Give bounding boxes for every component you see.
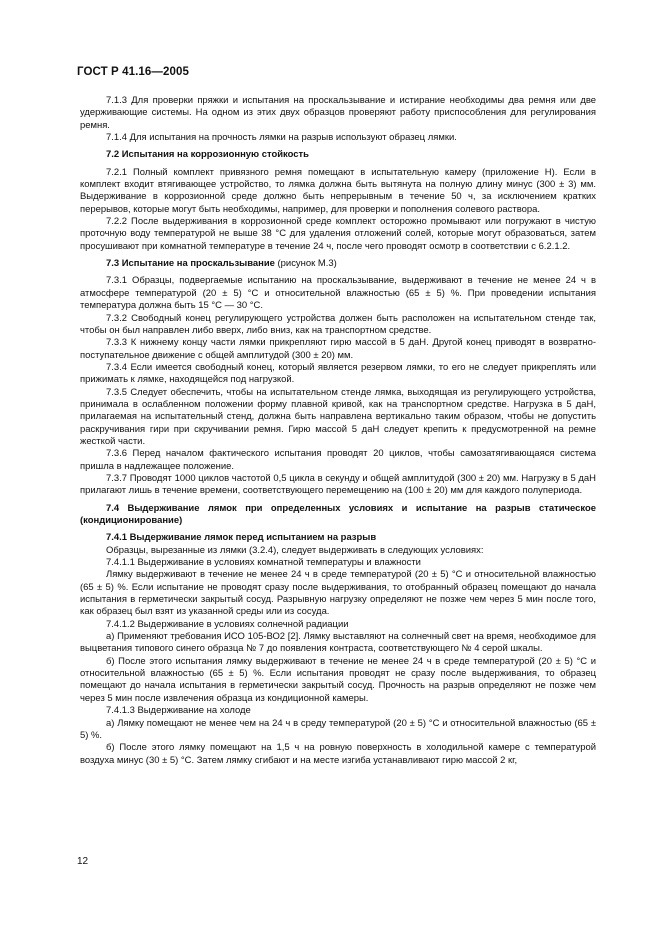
paragraph: 7.2.2 После выдерживания в коррозионной среде комплект осторожно промывают или погружают в чистую проточную воду температурой не выше 38 °С для удаления отложений солей, которые могут образоваться, затем просушивают при комнатной температуре в течение 24 ч, после чего проводят осмотр в соответствии с 6.2.1.2. bbox=[80, 216, 596, 252]
paragraph: 7.3.4 Если имеется свободный конец, который является резервом лямки, то его не следует прикреплять или прижимать к лямке, находящейся под нагрузкой. bbox=[80, 361, 596, 386]
paragraph: Лямку выдерживают в течение не менее 24 ч в среде температурой (20 ± 5) °С и относительной влажностью (65 ± 5) %. Если испытание не проводят сразу после выдерживания, то отобранный образец помещают до начала испытания в герметически закрытый сосуд. Разрывную нагрузку определяют не позже чем через 5 мин после того, как образец был взят из указанной среды или из сосуда. bbox=[80, 569, 596, 618]
list-item: а) Лямку помещают не менее чем на 24 ч в среду температурой (20 ± 5) °С и относительной влажностью (65 ± 5) %. bbox=[80, 717, 596, 741]
section-heading: 7.3 Испытание на проскальзывание bbox=[106, 258, 275, 270]
paragraph: 7.3.2 Свободный конец регулирующего устройства должен быть расположен на испытательном стенде так, чтобы он был направлен либо вверх, либо вниз, как на транспортном средстве. bbox=[80, 312, 596, 336]
page-header: ГОСТ Р 41.16—2005 bbox=[77, 66, 189, 78]
list-item: а) Применяют требования ИСО 105-ВО2 [2]. Лямку выставляют на солнечный свет на время, необходимое для выцветания типового синего образца № 7 до появления контраста, соответствующего № 4 серой шкалы. bbox=[80, 631, 596, 655]
paragraph: 7.3.3 К нижнему концу части лямки прикрепляют гирю массой в 5 даН. Другой конец приводят в возвратно-поступательное движение с общей амплитудой (300 ± 20) мм. bbox=[80, 337, 596, 361]
paragraph: Образцы, вырезанные из лямки (3.2.4), следует выдерживать в следующих условиях: bbox=[106, 544, 484, 556]
section-heading: 7.2 Испытания на коррозионную стойкость bbox=[106, 149, 309, 161]
figure-reference: (рисунок М.3) bbox=[277, 258, 337, 270]
paragraph: 7.1.3 Для проверки пряжки и испытания на проскальзывание и истирание необходимы два ремня или две удерживающие системы. На одном из этих двух образцов проверяют работу приспособления для регулирования ремня. bbox=[80, 95, 596, 131]
paragraph: 7.2.1 Полный комплект привязного ремня помещают в испытательную камеру (приложение Н). Если в комплект входит втягивающее устройство, то лямка должна быть вытянута на полную длину минус (300 ± 3) мм. Выдерживание в коррозионной среде должно быть непрерывным в течение 50 ч, за исключением кратких перерывов, которые могут быть необходимы, например, для проверки и пополнения солевого раствора. bbox=[80, 166, 596, 215]
clause-heading: 7.4.1.2 Выдерживание в условиях солнечной радиации bbox=[106, 618, 349, 630]
clause-heading: 7.4.1.3 Выдерживание на холоде bbox=[106, 705, 251, 717]
page-number: 12 bbox=[77, 856, 89, 867]
section-heading: 7.4 Выдерживание лямок при определенных условиях и испытание на разрыв статическое (кондиционирование) bbox=[80, 502, 596, 526]
paragraph: 7.3.5 Следует обеспечить, чтобы на испытательном стенде лямка, выходящая из регулирующего устройства, принимала в ослабленном положении форму плавной кривой, как на транспортном средстве. Нагрузка в 5 даН, прилагаемая на испытательный стенд, должна быть направлена вертикально таким образом, чтобы не допустить раскручивания гири при скручивании ремня. Гирю массой 5 даН следует крепить к предусмотренной на ремне жесткой части. bbox=[80, 386, 596, 447]
paragraph: 7.3.1 Образцы, подвергаемые испытанию на проскальзывание, выдерживают в течение не менее 24 ч в атмосфере температурой (20 ± 5) °С и относительной влажностью (65 ± 5) %. При проведении испытания температура должна быть 15 °С — 30 °С. bbox=[80, 275, 596, 312]
clause-heading: 7.4.1.1 Выдерживание в условиях комнатной температуры и влажности bbox=[106, 557, 421, 569]
paragraph: 7.1.4 Для испытания на прочность лямки на разрыв используют образец лямки. bbox=[106, 132, 457, 144]
list-item: б) После этого испытания лямку выдерживают в течение не менее 24 ч в среде температурой (20 ± 5) °С и относительной влажностью (65 ± 5) %. Если испытания проводят не сразу после выдерживания, то образец помещают до начала испытания в герметически закрытый сосуд. Прочность на разрыв определяют не позже чем через 5 мин после извлечения образца из кондиционной камеры. bbox=[80, 655, 596, 704]
paragraph: 7.3.6 Перед началом фактического испытания проводят 20 циклов, чтобы самозатягивающаяся система пришла в надлежащее положение. bbox=[80, 448, 596, 472]
subsection-heading: 7.4.1 Выдерживание лямок перед испытанием на разрыв bbox=[106, 532, 377, 544]
document-body bbox=[80, 95, 596, 767]
list-item: б) После этого лямку помещают на 1,5 ч на ровную поверхность в холодильной камере с температурой воздуха минус (30 ± 5) °С. Затем лямку сгибают и на месте изгиба устанавливают гирю массой 2 кг, bbox=[80, 742, 596, 766]
paragraph: 7.3.7 Проводят 1000 циклов частотой 0,5 цикла в секунду и общей амплитудой (300 ± 20) мм. Нагрузку в 5 даН прилагают лишь в течение времени, соответствующего перемещению на (100 ± 20) мм для каждого полупериода. bbox=[80, 472, 596, 497]
section-heading-row bbox=[80, 258, 596, 270]
